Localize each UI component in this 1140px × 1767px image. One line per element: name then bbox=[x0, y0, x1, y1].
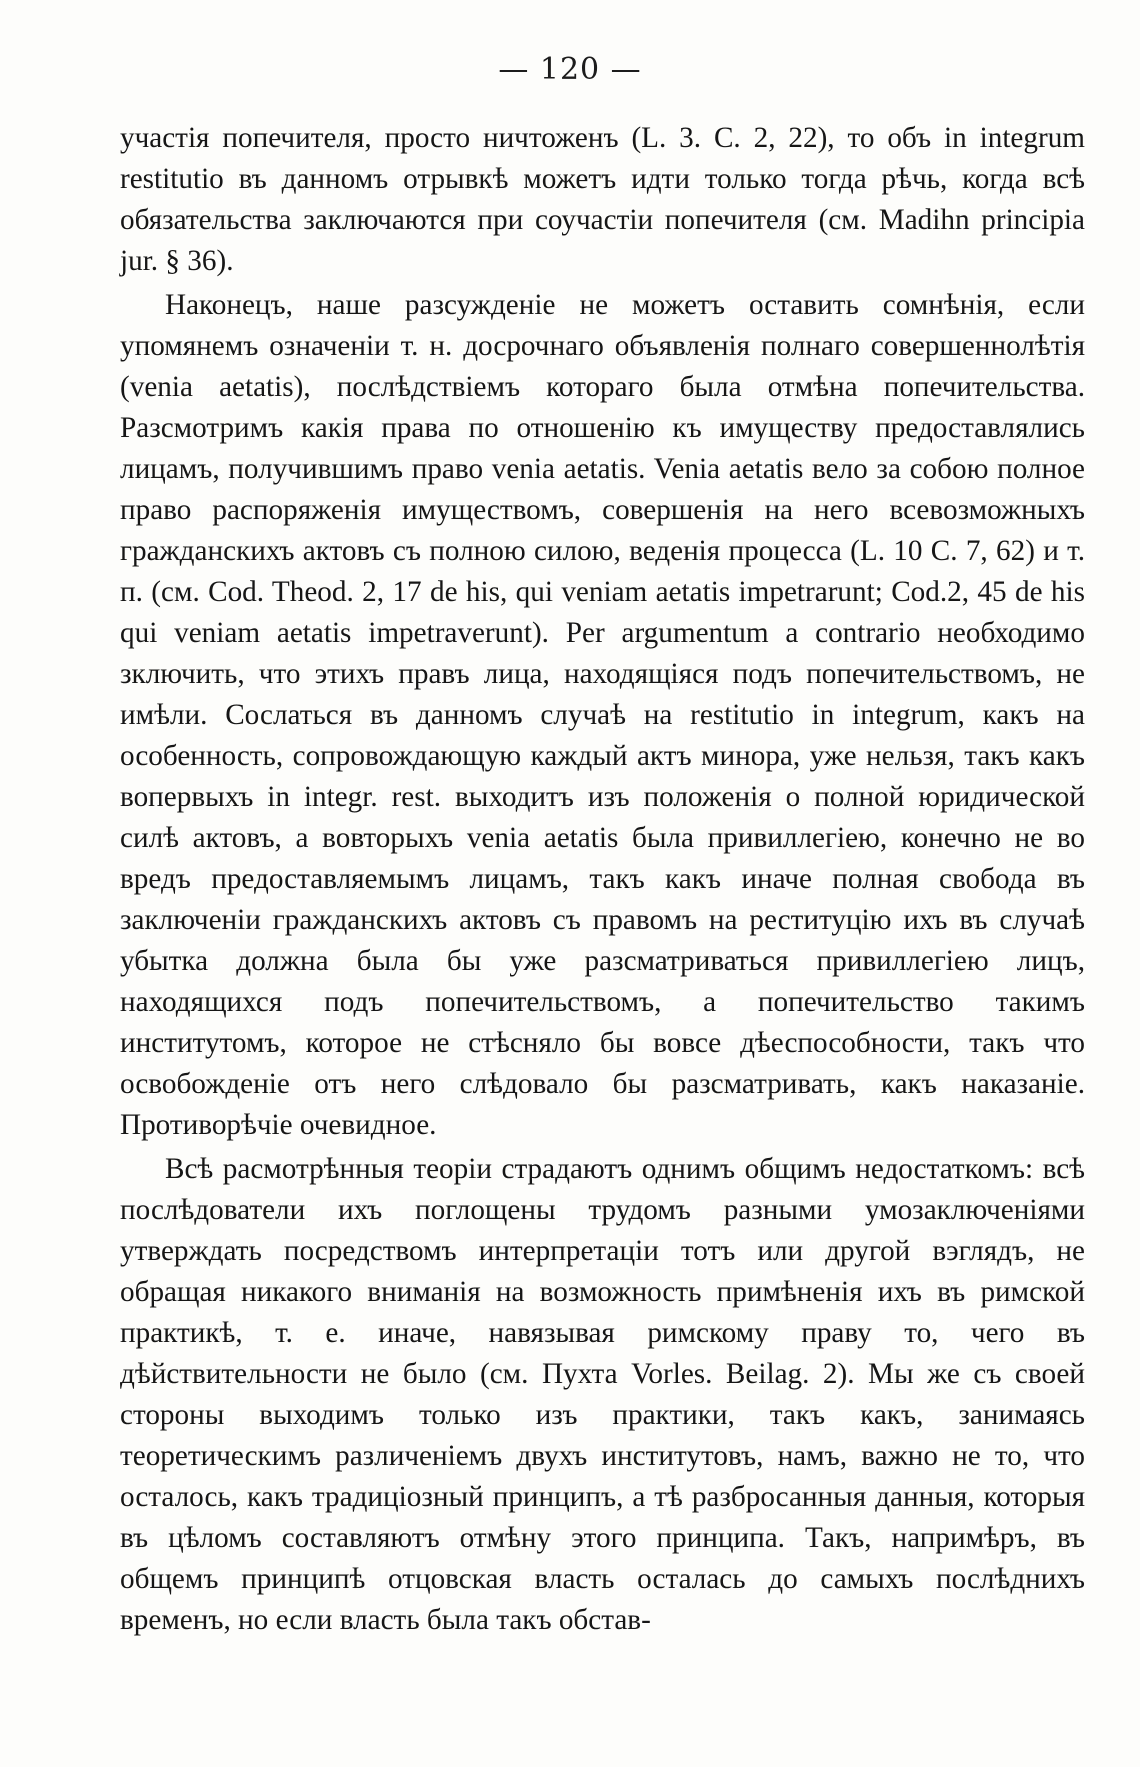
paragraph-theories-critique: Всѣ расмотрѣнныя теоріи страдаютъ однимъ общимъ недостаткомъ: всѣ послѣдователи ихъ поглощены трудомъ разными умозаключеніями утверждать посредствомъ интерпретаціи тотъ или другой вэглядъ, не обращая никакого вниманія на возможность примѣненія ихъ въ римской практикѣ, т. е. иначе, навязывая римскому праву то, чего въ дѣйствительности не было (см. Пухта Vorles. Beilag. 2). Мы же съ своей стороны выходимъ только изъ практики, такъ какъ, занимаясь теоретическимъ различеніемъ двухъ институтовъ, намъ, важно не то, что осталось, какъ традиціозный принципъ, а тѣ разбросанныя данныя, которыя въ цѣломъ составляютъ отмѣну этого принципа. Такъ, напримѣръ, въ общемъ принципѣ отцовская власть осталась до самыхъ послѣднихъ временъ, но если власть была такъ обстав- bbox=[120, 1153, 1085, 1636]
body-text bbox=[120, 118, 1085, 1641]
paragraph-venia-aetatis: Наконецъ, наше разсужденіе не можетъ оставить сомнѣнія, если упомянемъ означеніи т. н. досрочнаго объявленія полнаго совершеннолѣтія (venia aetatis), послѣдствіемъ котораго была отмѣна попечительства. Разсмотримъ какія права по отношенію къ имуществу предоставлялись лицамъ, получившимъ право venia aetatis. Venia aetatis вело за собою полное право распоряженія имуществомъ, совершенія на него всевозможныхъ гражданскихъ актовъ съ полною силою, веденія процесса (L. 10 C. 7, 62) и т. п. (см. Cod. Theod. 2, 17 de his, qui veniam aetatis impetrarunt; Cod.2, 45 de his qui veniam aetatis impetraverunt). Per argumentum a contrario необходимо зключить, что этихъ правъ лица, находящіяся подъ попечительствомъ, не имѣли. Сослаться въ данномъ случаѣ на restitutio in integrum, какъ на особенность, сопровождающую каждый актъ минора, уже нельзя, такъ какъ вопервыхъ in integr. rest. выходитъ изъ положенія о полной юридической силѣ актовъ, а вовторыхъ venia aetatis была привиллегіею, конечно не во вредъ предоставляемымъ лицамъ, такъ какъ иначе полная свобода въ заключеніи гражданскихъ актовъ съ правомъ на реституцію ихъ въ случаѣ убытка должна была бы уже разсматриваться привиллегіею лицъ, находящихся подъ попечительствомъ, а попечительство такимъ институтомъ, которое не стѣсняло бы вовсе дѣеспособности, такъ что освобожденіе отъ него слѣдовало бы разсматривать, какъ наказаніе. Противорѣчіе очевидное. bbox=[120, 289, 1085, 1141]
page-number: — 120 — bbox=[498, 52, 642, 87]
paragraph-continuation: участія попечителя, просто ничтоженъ (L. 3. C. 2, 22), то объ in integrum restitutio въ данномъ отрывкѣ можетъ идти только тогда рѣчь, когда всѣ обязательства заключаются при соучастіи попечителя (см. Madihn principia jur. § 36). bbox=[120, 122, 1085, 277]
